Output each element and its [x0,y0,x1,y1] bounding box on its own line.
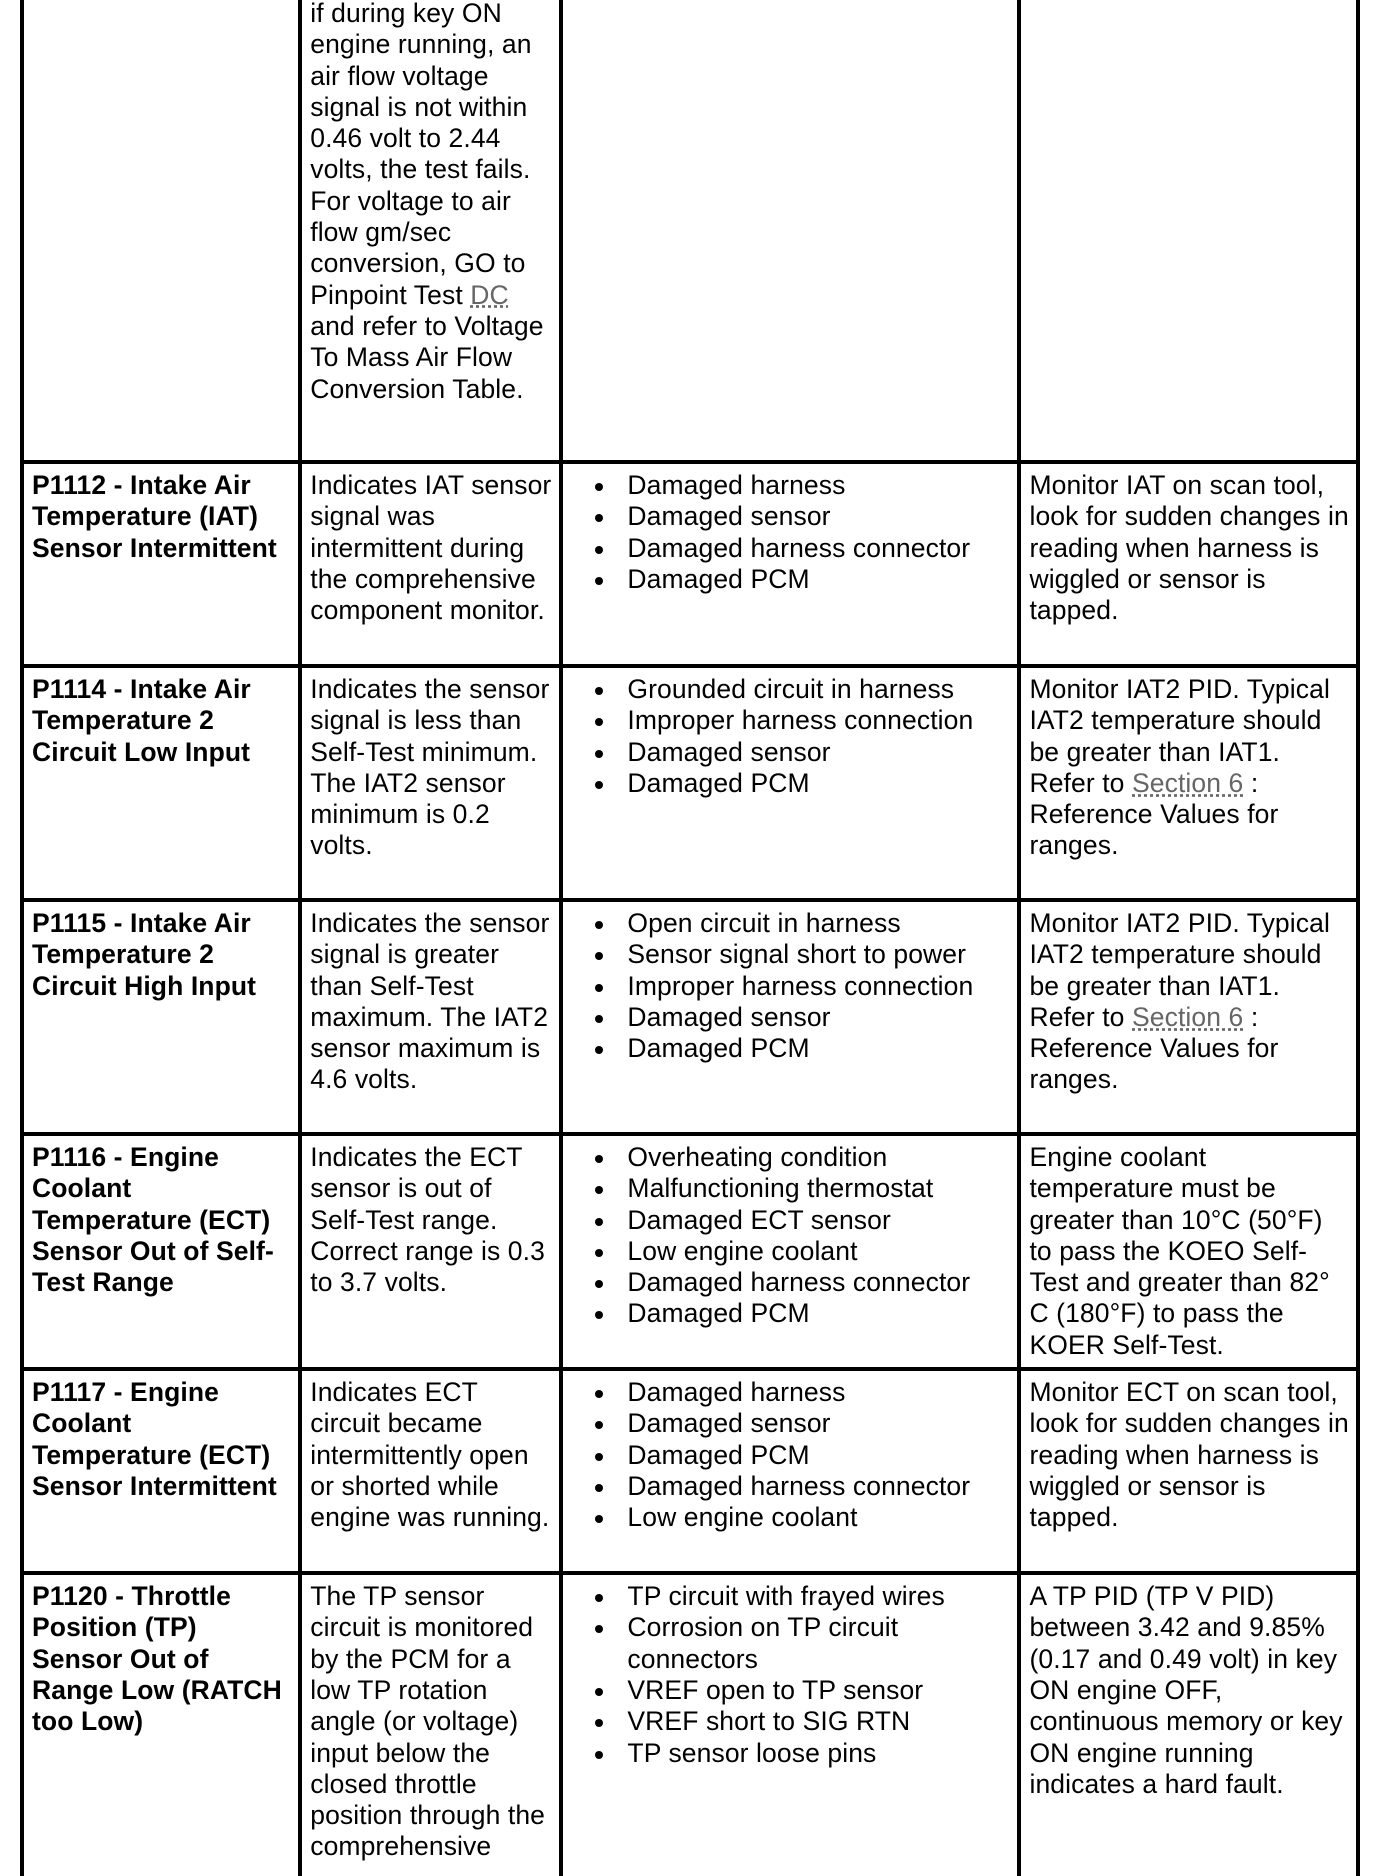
description-cell [300,0,561,462]
action-text-after: : Reference Values for ranges. [1029,767,1279,861]
list-item: Damaged PCM [627,1298,1011,1329]
description-cell: Indicates the sensor signal is less than Self-Test minimum. The IAT2 sensor minimum is 0.2 volts. [300,666,561,900]
action-cell: Monitor IAT on scan tool, look for sudden changes in reading when harness is wiggled or sensor is tapped. [1019,462,1358,666]
causes-list [571,1142,1011,1330]
causes-cell [561,1573,1019,1876]
list-item: TP sensor loose pins [627,1738,1011,1769]
causes-cell [561,666,1019,900]
list-item: Damaged sensor [627,501,1011,532]
list-item: Damaged harness connector [627,1267,1011,1298]
dtc-code-cell: P1116 - Engine Coolant Temperature (ECT) Sensor Out of Self-Test Range [22,1134,300,1369]
list-item: Open circuit in harness [627,908,1011,939]
description-text-after: and refer to Voltage To Mass Air Flow Conversion Table. [310,310,544,404]
list-item: Improper harness connection [627,705,1011,736]
dtc-code-cell: P1112 - Intake Air Temperature (IAT) Sensor Intermittent [22,462,300,666]
section-6-link[interactable]: Section 6 [1132,767,1244,798]
list-item: Grounded circuit in harness [627,674,1011,705]
action-cell [1019,666,1358,900]
causes-list [571,908,1011,1064]
list-item: Damaged harness connector [627,533,1011,564]
list-item: Damaged harness [627,470,1011,501]
action-cell: A TP PID (TP V PID) between 3.42 and 9.85% (0.17 and 0.49 volt) in key ON engine OFF, continuous memory or key ON engine running indicates a hard fault. [1019,1573,1358,1876]
description-cell: Indicates the sensor signal is greater than Self-Test maximum. The IAT2 sensor maximum is 4.6 volts. [300,900,561,1134]
section-6-link[interactable]: Section 6 [1132,1001,1244,1032]
dtc-code-cell: P1115 - Intake Air Temperature 2 Circuit High Input [22,900,300,1134]
description-cell: The TP sensor circuit is monitored by the PCM for a low TP rotation angle (or voltage) input below the closed throttle position through the comprehensive [300,1573,561,1876]
table-row [22,666,1358,900]
list-item: Damaged PCM [627,1033,1011,1064]
list-item: Sensor signal short to power [627,939,1011,970]
table-row [22,1573,1358,1876]
list-item: Damaged harness connector [627,1471,1011,1502]
list-item: Damaged sensor [627,737,1011,768]
list-item: Damaged PCM [627,1440,1011,1471]
causes-cell [561,462,1019,666]
dtc-code-cell: P1120 - Throttle Position (TP) Sensor Out of Range Low (RATCH too Low) [22,1573,300,1876]
description-cell: Indicates IAT sensor signal was intermittent during the comprehensive component monitor. [300,462,561,666]
causes-list [571,674,1011,799]
causes-cell [561,900,1019,1134]
causes-cell [561,1369,1019,1573]
action-cell: Engine coolant temperature must be greater than 10°C (50°F) to pass the KOEO Self-Test and greater than 82° C (180°F) to pass the KOER Self-Test. [1019,1134,1358,1369]
table-row [22,0,1358,462]
list-item: VREF short to SIG RTN [627,1706,1011,1737]
table-row [22,462,1358,666]
action-text: Monitor IAT2 PID. Typical IAT2 temperature should be greater than IAT1. Refer to [1029,908,1330,1032]
causes-cell [561,0,1019,462]
dtc-code-cell: P1117 - Engine Coolant Temperature (ECT) Sensor Intermittent [22,1369,300,1573]
table-row [22,1369,1358,1573]
list-item: Damaged harness [627,1377,1011,1408]
list-item: Overheating condition [627,1142,1011,1173]
list-item: Corrosion on TP circuit connectors [627,1612,1011,1675]
action-cell: Monitor ECT on scan tool, look for sudden changes in reading when harness is wiggled or sensor is tapped. [1019,1369,1358,1573]
list-item: Improper harness connection [627,971,1011,1002]
list-item: TP circuit with frayed wires [627,1581,1011,1612]
dtc-code-cell [22,0,300,462]
description-text: if during key ON engine running, an air flow voltage signal is not within 0.46 volt to 2.44 volts, the test fails. For voltage to air flow gm/sec conversion, GO to Pinpoint Test [310,0,532,310]
action-text: Monitor IAT2 PID. Typical IAT2 temperature should be greater than IAT1. Refer to [1029,674,1330,798]
causes-list [571,470,1011,595]
pinpoint-test-link[interactable]: DC [470,279,509,310]
list-item: Damaged sensor [627,1408,1011,1439]
action-text-after: : Reference Values for ranges. [1029,1001,1279,1095]
list-item: Damaged sensor [627,1002,1011,1033]
causes-list [571,1581,1011,1769]
table-row [22,900,1358,1134]
list-item: VREF open to TP sensor [627,1675,1011,1706]
action-cell [1019,0,1358,462]
causes-list [571,1377,1011,1533]
description-cell: Indicates ECT circuit became intermittently open or shorted while engine was running. [300,1369,561,1573]
causes-cell [561,1134,1019,1369]
dtc-table [20,0,1360,1876]
list-item: Damaged PCM [627,564,1011,595]
action-cell [1019,900,1358,1134]
table-row [22,1134,1358,1369]
dtc-code-cell: P1114 - Intake Air Temperature 2 Circuit Low Input [22,666,300,900]
list-item: Low engine coolant [627,1502,1011,1533]
list-item: Malfunctioning thermostat [627,1173,1011,1204]
list-item: Damaged ECT sensor [627,1205,1011,1236]
description-cell: Indicates the ECT sensor is out of Self-Test range. Correct range is 0.3 to 3.7 volts. [300,1134,561,1369]
list-item: Low engine coolant [627,1236,1011,1267]
list-item: Damaged PCM [627,768,1011,799]
